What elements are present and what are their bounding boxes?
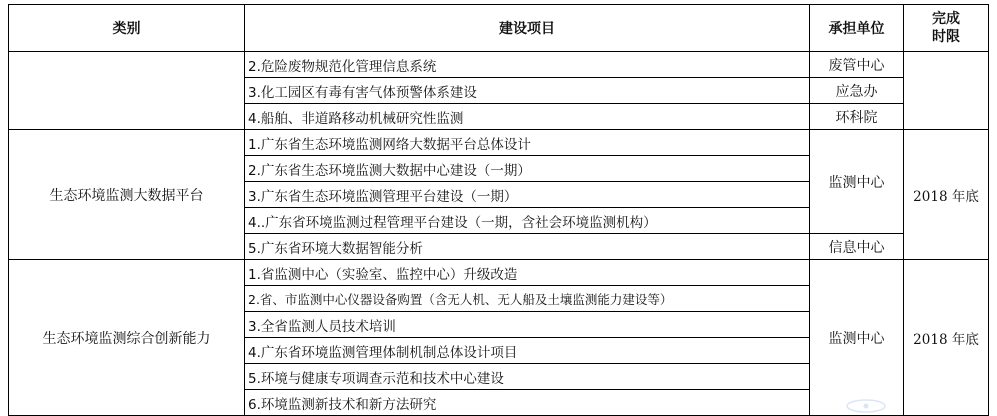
header-deadline xyxy=(904,5,989,52)
header-project: 建设项目 xyxy=(245,5,810,52)
deadline-cell: 2018 年底 xyxy=(904,130,989,260)
project-cell: 3.化工园区有毒有害气体预警体系建设 xyxy=(245,78,810,104)
project-cell: 2.省、市监测中心仪器设备购置（含无人机、无人船及土壤监测能力建设等） xyxy=(245,286,810,312)
watermark-icon xyxy=(845,398,887,414)
table-header-row xyxy=(9,5,989,52)
category-cell-empty xyxy=(9,52,245,130)
unit-cell: 监测中心 xyxy=(810,260,904,416)
project-cell: 4..广东省环境监测过程管理平台建设（一期，含社会环境监测机构） xyxy=(245,208,810,234)
header-category: 类别 xyxy=(9,5,245,52)
project-table xyxy=(8,4,989,416)
table-row xyxy=(9,260,989,286)
unit-cell: 监测中心 xyxy=(810,130,904,234)
project-cell: 4.船舶、非道路移动机械研究性监测 xyxy=(245,104,810,130)
unit-cell: 信息中心 xyxy=(810,234,904,260)
header-deadline-line1: 完成 xyxy=(932,11,960,27)
deadline-cell-empty xyxy=(904,52,989,130)
unit-cell: 应急办 xyxy=(810,78,904,104)
project-cell: 2.危险废物规范化管理信息系统 xyxy=(245,52,810,78)
deadline-cell: 2018 年底 xyxy=(904,260,989,416)
project-cell: 4.广东省环境监测管理体制机制总体设计项目 xyxy=(245,338,810,364)
category-cell: 生态环境监测综合创新能力 xyxy=(9,260,245,416)
project-cell: 2.广东省生态环境监测大数据中心建设（一期） xyxy=(245,156,810,182)
table-row xyxy=(9,52,989,78)
project-cell: 5.环境与健康专项调查示范和技术中心建设 xyxy=(245,364,810,390)
project-cell: 3.广东省生态环境监测管理平台建设（一期） xyxy=(245,182,810,208)
category-cell: 生态环境监测大数据平台 xyxy=(9,130,245,260)
project-cell: 6.环境监测新技术和新方法研究 xyxy=(245,390,810,416)
project-cell: 5.广东省环境大数据智能分析 xyxy=(245,234,810,260)
header-unit: 承担单位 xyxy=(810,5,904,52)
table-row xyxy=(9,130,989,156)
project-cell: 1.省监测中心（实验室、监控中心）升级改造 xyxy=(245,260,810,286)
header-deadline-line2: 时限 xyxy=(932,29,960,45)
unit-cell: 废管中心 xyxy=(810,52,904,78)
unit-cell: 环科院 xyxy=(810,104,904,130)
project-cell: 1.广东省生态环境监测网络大数据平台总体设计 xyxy=(245,130,810,156)
project-cell: 3.全省监测人员技术培训 xyxy=(245,312,810,338)
